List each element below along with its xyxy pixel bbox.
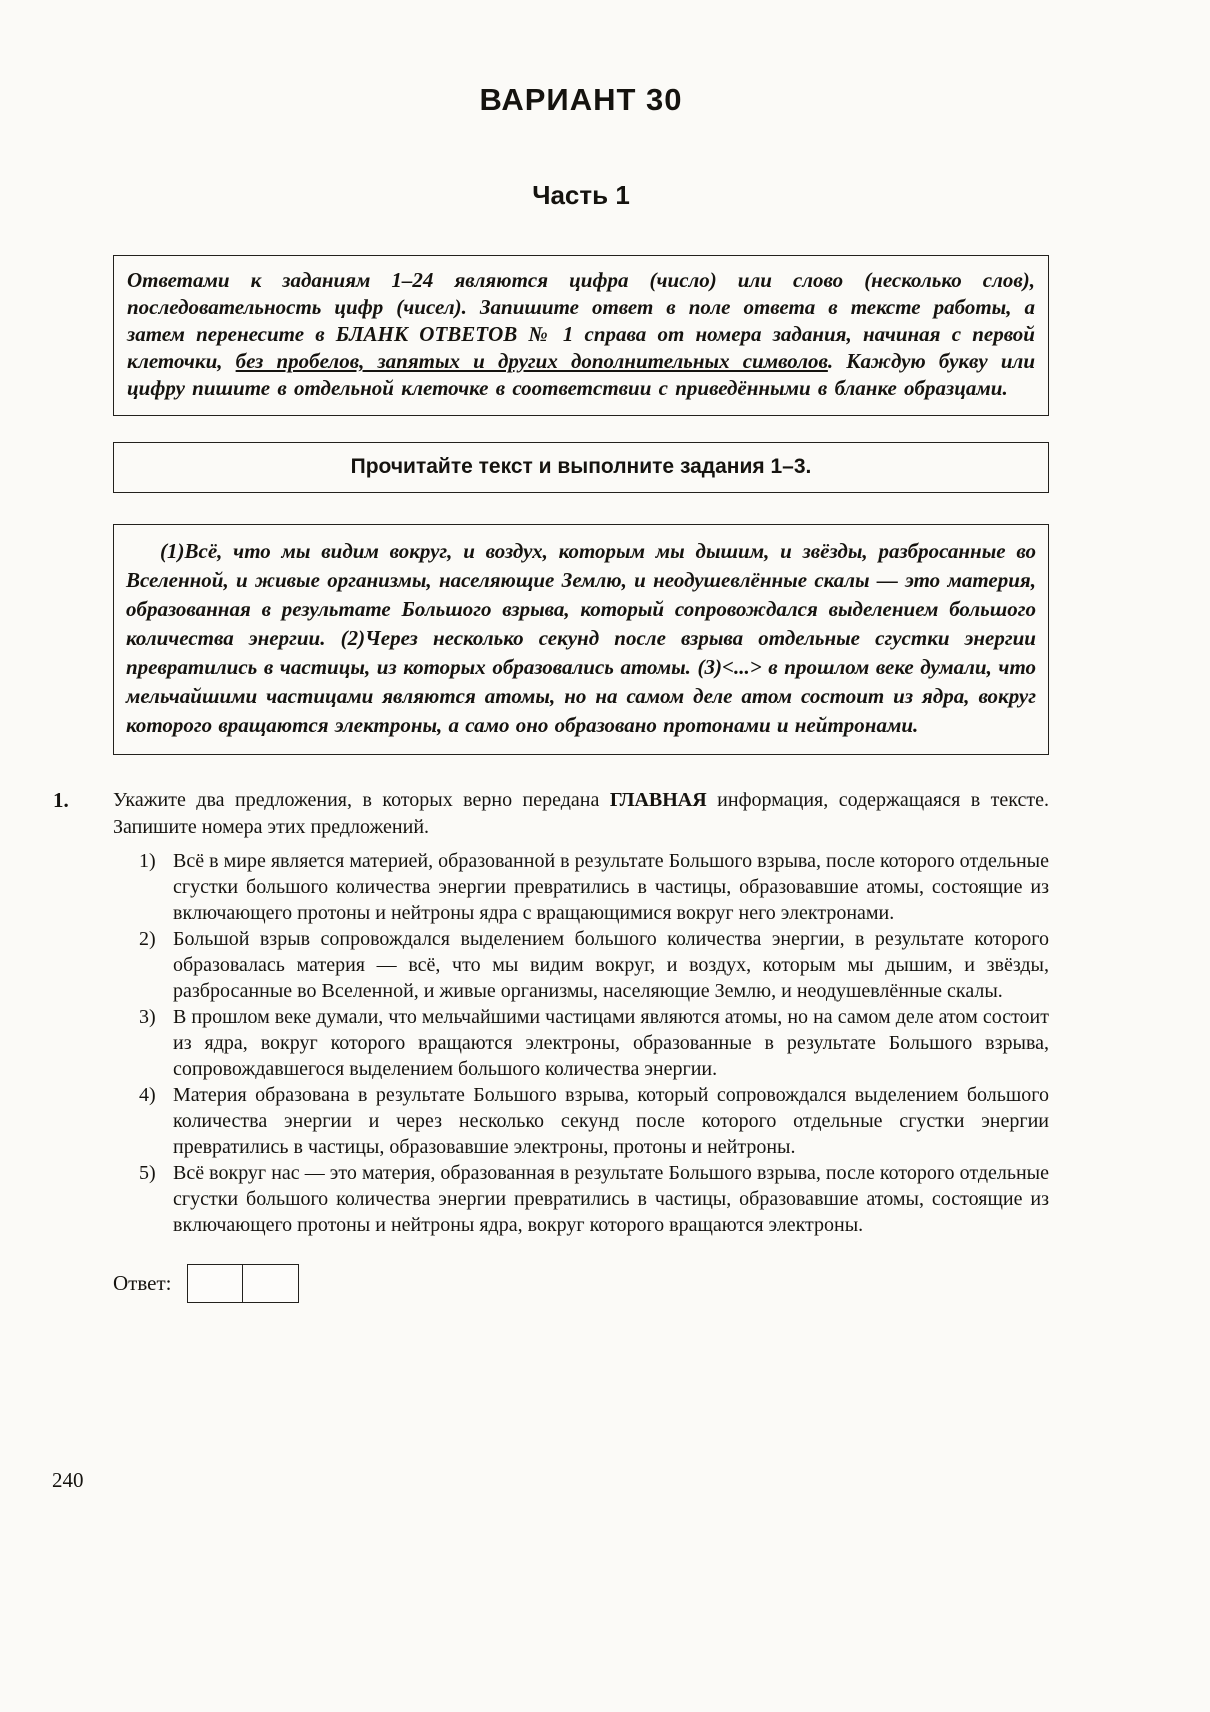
task-number: 1.: [53, 788, 69, 812]
read-prompt-box: [113, 442, 1049, 493]
option-marker: 4): [139, 1084, 156, 1106]
read-prompt-text: Прочитайте текст и выполните задания 1–3.: [350, 455, 812, 478]
option-2: [139, 926, 1049, 1004]
instructions-box: [113, 255, 1049, 416]
answer-row: [113, 1264, 1049, 1303]
option-marker: 5): [139, 1162, 156, 1184]
page-content: [53, 0, 1049, 1303]
task-prompt-bold-word: ГЛАВНАЯ: [609, 789, 707, 811]
option-marker: 1): [139, 850, 156, 872]
variant-title: ВАРИАНТ 30: [479, 82, 683, 117]
instruction-segment-2: . Каждую букву или цифру пишите в отдельной клеточке в соответствии с приведёнными в бланке образцами.: [127, 349, 1035, 400]
source-text-box: [113, 524, 1049, 755]
task-1: [53, 787, 1049, 1303]
instruction-segment-underlined: без пробелов, запятых и других дополнительных символов: [235, 349, 828, 373]
page-number: 240: [52, 1468, 84, 1492]
options-list: [113, 848, 1049, 1238]
option-5: [139, 1160, 1049, 1238]
part-heading: Часть 1: [532, 180, 630, 210]
task-prompt-segment-1: Укажите два предложения, в которых верно передана: [113, 789, 610, 811]
task-prompt: [113, 787, 1049, 841]
option-marker: 2): [139, 928, 156, 950]
option-text: Большой взрыв сопровождался выделением большого количества энергии, в результате которого образовалась материя — всё, что мы видим вокруг, и воздух, которым мы дышим, и звёзды, разбросанные во Вселенной, и живые организмы, населяющие Землю, и неодушевлённые скалы.: [173, 928, 1049, 1002]
option-1: [139, 848, 1049, 926]
option-marker: 3): [139, 1006, 156, 1028]
answer-cell[interactable]: [243, 1264, 299, 1303]
answer-boxes: [187, 1264, 299, 1303]
instructions-text: [127, 267, 1035, 402]
answer-label: Ответ:: [113, 1271, 172, 1295]
option-4: [139, 1082, 1049, 1160]
option-3: [139, 1004, 1049, 1082]
option-text: Материя образована в результате Большого взрыва, который сопровождался выделением большого количества энергии и через несколько секунд после которого отдельные сгустки энергии превратились в частицы, образовавшие электроны, протоны и нейтроны.: [173, 1084, 1049, 1158]
task-prompt-segment-2: информация, содержащаяся в тексте. Запишите номера этих предложений.: [113, 789, 1049, 838]
option-text: Всё вокруг нас — это материя, образованная в результате Большого взрыва, после которого отдельные сгустки большого количества энергии превратились в частицы, образовавшие атомы, состоящие из включающего протоны и нейтроны ядра, вокруг которого вращаются электроны.: [173, 1162, 1049, 1236]
source-text: (1)Всё, что мы видим вокруг, и воздух, которым мы дышим, и звёзды, разбросанные во Вселенной, и живые организмы, населяющие Землю, и неодушевлённые скалы — это материя, образованная в результате Большого взрыва, который сопровождался выделением большого количества энергии. (2)Через несколько секунд после взрыва отдельные сгустки энергии превратились в частицы, из которых образовались атомы. (3)<...> в прошлом веке думали, что мельчайшими частицами являются атомы, но на самом деле атом состоит из ядра, вокруг которого вращаются электроны, а само оно образовано протонами и нейтронами.: [126, 539, 1036, 737]
instruction-segment-1: Ответами к заданиям 1–24 являются цифра (число) или слово (несколько слов), последовательность цифр (чисел). Запишите ответ в поле ответа в тексте работы, а затем перенесите в БЛАНК ОТВЕТОВ № 1 справа от номера задания, начиная с первой клеточки,: [127, 268, 1035, 373]
option-text: Всё в мире является материей, образованной в результате Большого взрыва, после которого отдельные сгустки большого количества энергии превратились в частицы, образовавшие атомы, состоящие из включающего протоны и нейтроны ядра с вращающимися вокруг него электронами.: [173, 850, 1049, 924]
answer-cell[interactable]: [187, 1264, 243, 1303]
option-text: В прошлом веке думали, что мельчайшими частицами являются атомы, но на самом деле атом состоит из ядра, вокруг которого вращаются электроны, образованные в результате Большого взрыва, сопровождавшегося выделением большого количества энергии.: [173, 1006, 1049, 1080]
